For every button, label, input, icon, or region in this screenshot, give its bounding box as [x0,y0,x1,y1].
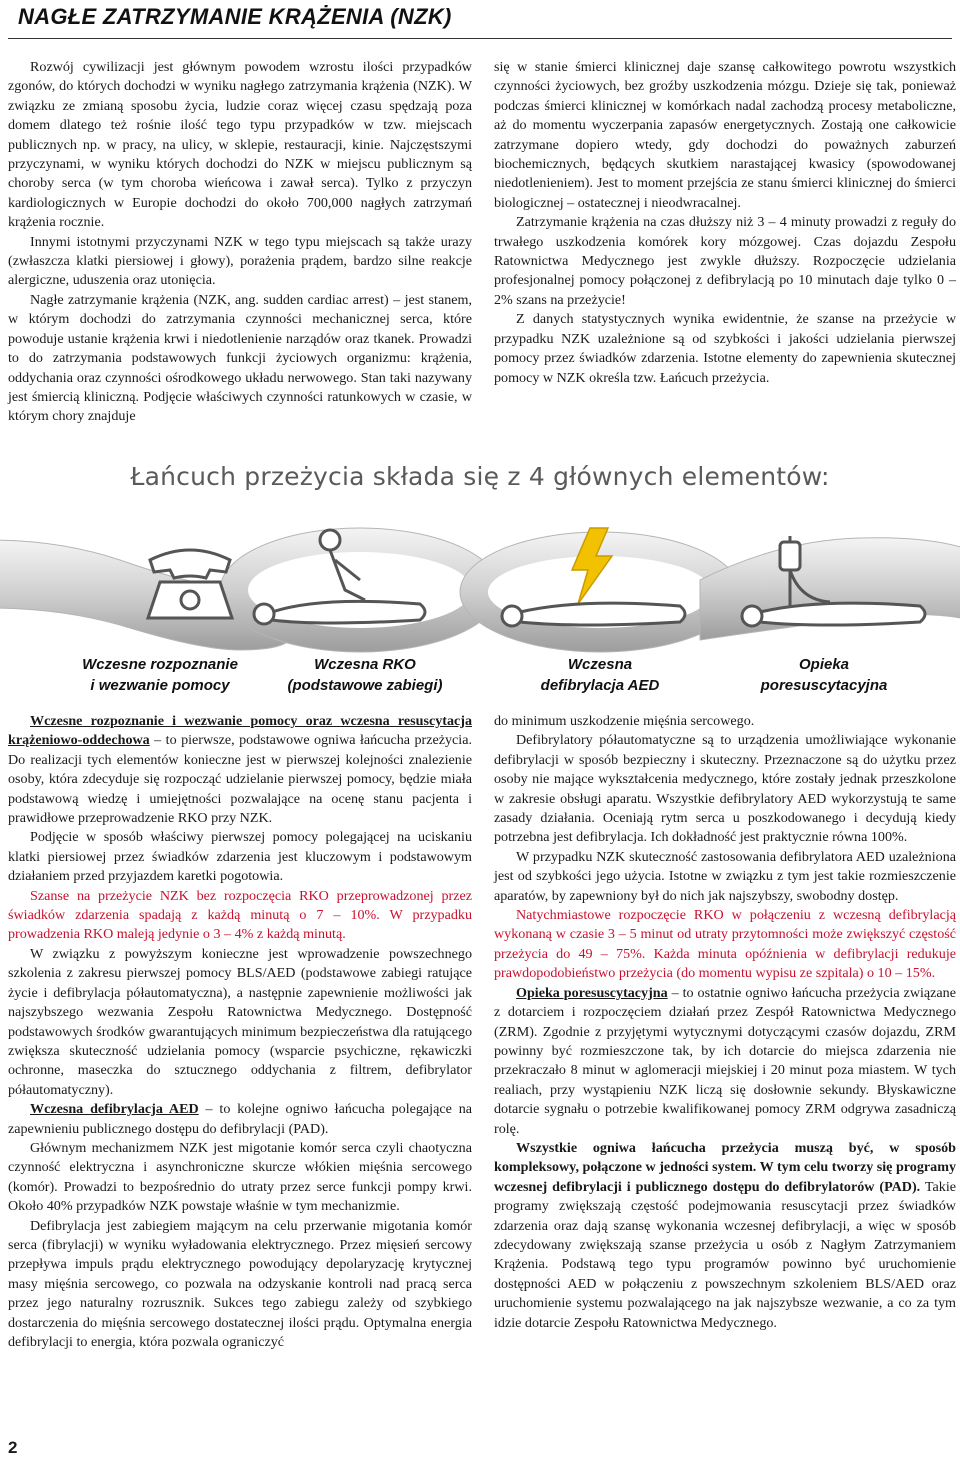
section-title: Wczesna defibrylacja AED [30,1101,199,1118]
paragraph: Defibrylacja jest zabiegiem mającym na celu przerwanie migotania komór serca (fibrylacji) w wyniku wyładowania elektrycznego. Przez mięsień sercowy przepływa impuls prądu elektrycznego powodujący depolaryzację krytycznej masy mięśnia sercowego, co pozwala na odzyskanie kontroli nad pracą serca przez jego naturalny rozrusznik. Sukces tego zabiegu zależy od szybkiego dostarczenia do mięśnia sercowego dostatecznej ilości prądu. Optymalna energia defibrylacji to energia, która pozwala ograniczyć [8,1217,472,1350]
caption-line: Wczesne rozpoznanie [82,656,238,673]
paragraph-text: Takie programy zwiększają częstość podejmowania resuscytacji przez świadków zdarzenia oraz dają szansę wykonania wczesnej defibrylacji, a więc w sposób zdecydowany zwiększają szanse przeżycia u osób z Nagłym Zatrzymaniem Krążenia. Podstawą tego typu programów powinno być uruchomienie dostępności AED w połączeniu z powszechnym szkoleniem BLS/AED oraz uruchomienie systemu pozwalającego na jak najszybsze wezwanie, a co za tym idzie dotarcie Zespołu Ratownictwa Medycznego. [494,1178,956,1331]
body-left-column [8,712,472,1352]
intro-left-column [8,58,472,427]
chain-caption-defibrillation [490,654,710,696]
paragraph: do minimum uszkodzenie mięśnia sercowego. [494,713,755,729]
chain-caption-cpr [255,654,475,696]
paragraph: Innymi istotnymi przyczynami NZK w tego typu miejscach są także urazy (zwłaszcza klatki piersiowej i głowy), porażenia prądem, bardzo silne reakcje alergiczne, uduszenia oraz utonięcia. [8,233,472,289]
caption-line: Wczesna [567,656,633,673]
paragraph: Z danych statystycznych wynika ewidentnie, że szanse na przeżycie w przypadku NZK uzależnione są od szybkości i jakości udzielania pierwszej pomocy przez świadków zdarzenia. Istotne elementy do zapewnienia skutecznej pomocy w NZK określa tzw. Łańcuch przeżycia. [494,311,956,386]
bold-statement: Wszystkie ogniwa łańcucha przeżycia muszą być, w sposób kompleksowy, połączone w jedności system. W tym celu tworzy się programy wczesnej defibrylacji i publicznego dostępu do defibrylatorów (PAD). [494,1139,956,1195]
page-title: NAGŁE ZATRZYMANIE KRĄŻENIA (NZK) [18,4,452,29]
caption-line: defibrylacja AED [540,677,660,694]
paragraph [8,1100,472,1139]
caption-line: i wezwanie pomocy [90,677,230,694]
paragraph [494,984,956,1139]
paragraph: W przypadku NZK skuteczność zastosowania defibrylatora AED uzależniona jest od szybkości jego użycia. Istotne w związku z tym jest takie rozmieszczenie aparatów, by zapewniony był do nich jak najszybszy, swobodny dostęp. [494,848,956,904]
paragraph: się w stanie śmierci klinicznej daje szansę całkowitego powrotu wszystkich czynności życiowych, bez groźby uszkodzenia mózgu. Dzieje się tak, ponieważ podczas śmierci klinicznej w komórkach nadal zachodzą procesy metaboliczne, aż do momentu wyczerpania zapasów energetycznych. Zostają one całkowicie zatrzymane dopiero wtedy, gdy dochodzi do poważnych zaburzeń biochemicznych, będących skutkiem narastającej kwasicy (spowodowanej niedotlenieniem). Jest to moment przejścia ze stanu śmierci klinicznej do śmierci biologicznej – ostatecznej i nieodwracalnej. [494,59,956,211]
intro-right-column [494,58,956,388]
chain-of-survival-graphic [0,500,960,660]
caption-line: poresuscytacyjna [760,677,888,694]
title-divider [8,38,952,39]
paragraph [494,1139,956,1333]
paragraph: Głównym mechanizmem NZK jest migotanie komór serca czyli chaotyczna czynność elektryczna i asynchroniczne skurcze włókien mięśnia sercowego (komór). Prowadzi to bezpośrednio do utraty przez serce funkcji pompy krwi. Około 40% przypadków NZK powstaje właśnie w tym mechanizmie. [8,1139,472,1215]
paragraph [8,712,472,828]
chain-heading: Łańcuch przeżycia składa się z 4 głównych elementów: [130,462,830,491]
paragraph: Nagłe zatrzymanie krążenia (NZK, ang. sudden cardiac arrest) – jest stanem, w którym dochodzi do zatrzymania czynności mechanicznej serca, które powoduje ustanie krążenia krwi i niedotlenienie narządów oraz tkanek. Prowadzi to do zatrzymania podstawowych funkcji życiowych organizmu: krążenia, oddychania oraz czynności ośrodkowego układu nerwowego. Stan taki nazywany jest śmiercią kliniczną. Podjęcie właściwych czynności ratunkowych w czasie, w którym chory znajduje [8,291,472,425]
section-title: Wczesne rozpoznanie i wezwanie pomocy oraz wczesna resuscytacja krążeniowo-oddechowa [8,713,472,749]
section-title: Opieka poresuscytacyjna [516,984,668,1001]
caption-line: Wczesna RKO [314,656,416,673]
caption-line: Opieka [798,656,850,673]
paragraph: Defibrylatory półautomatyczne są to urządzenia umożliwiające wykonanie defibrylacji w sposób bezpieczny i skuteczny. Przeznaczone są do użytku przez osoby nie mające wykształcenia medycznego, które zostały jednak przeszkolone w zakresie obsługi aparatu. Wszystkie defibrylatory AED wykorzystują te same zasady działania. Oceniają rytm serca u poszkodowanego i decydują kiedy potrzebna jest defibrylacja. Ich dokładność jest praktycznie równa 100%. [494,732,956,846]
paragraph-text: – to kolejne ogniwo łańcucha polegające na zapewnieniu publicznego dostępu do defibrylacji (PAD). [8,1101,472,1137]
chain-link [220,528,500,652]
paragraph-text: – to pierwsze, podstawowe ogniwa łańcucha przeżycia. Do realizacji tych elementów konieczne jest w pierwszej kolejności znalezienie osoby, która zdecyduje się rozpocząć udzielanie pierwszej pomocy, będzie miała podstawową wiedzę i umiejętności pozwalające na ocenę stanu pacjenta i prawidłowe przeprowadzenie RKO przy NZK. [8,732,472,827]
caption-line: (podstawowe zabiegi) [287,677,443,694]
page-number: 2 [8,1438,18,1457]
paragraph-text: – to ostatnie ogniwo łańcucha przeżycia związane z dotarciem i rozpoczęciem działań przez Zespół Ratownictwa Medycznego (ZRM). Zgodnie z przyjętymi wytycznymi dotyczącymi czasów dojazdu, ZRM powinny być rozmieszczone tak, by ich dotarcie do miejsca zdarzenia nie przekraczało 8 minut w aglomeracji miejskiej i 20 minut poza miastem. W tych realiach, przy wystąpieniu NZK liczą się dosłownie sekundy. Błyskawiczne dotarcie sygnału o potrzebie kwalifikowanej pomocy ZRM odgrywa zasadniczą rolę. [494,984,956,1137]
paragraph: Zatrzymanie krążenia na czas dłuższy niż 3 – 4 minuty prowadzi z reguły do trwałego uszkodzenia komórek kory mózgowej. Czas dojazdu Zespołu Ratownictwa Medycznego jest zwykle dłuższy. Rozpoczęcie udzielania profesjonalnej pomocy połączonej z defibrylacją po 10 minutach daje tylko 0 – 2% szans na przeżycie! [494,214,956,308]
chain-caption-post-care [714,654,934,696]
chain-link [460,532,740,652]
paragraph: Rozwój cywilizacji jest głównym powodem wzrostu ilości przypadków zgonów, do których dochodzi w wyniku nagłego zatrzymania krążenia (NZK). W związku ze zmianą sposobu życia, ludzie coraz więcej czasu spędzają poza domem dlatego też rośnie ilość tego typu przypadków w tzw. miejscach publicznych np. w pracy, na ulicy, w sklepie, restauracji, kinie. Najczęstszymi przyczynami, w wyniku których dochodzi do NZK w miejscu publicznym są choroby serca (w tym choroba wieńcowa i zawał serca). Tylko z przyczyn kardiologicznych w Europie dochodzi do około 700,000 nagłych zatrzymań krążenia rocznie. [8,59,472,231]
chain-caption-recognition [50,654,270,696]
highlight-paragraph: Natychmiastowe rozpoczęcie RKO w połączeniu z wczesną defibrylacją wykonaną w czasie 3 – 5 minut od utraty przytomności może zwiększyć częstość przeżycia do 49 – 75%. Każda minuta opóźnienia w defibrylacji redukuje prawdopodobieństwo przeżycia (do momentu wypisu ze szpitala) o 10 – 15%. [494,907,956,982]
telephone-icon [148,550,232,618]
body-right-column [494,712,956,1333]
paragraph: Podjęcie w sposób właściwy pierwszej pomocy polegającej na uciskaniu klatki piersiowej przez świadków zdarzenia jest kluczowym i podstawowym działaniem przed przyjazdem karetki pogotowia. [8,829,472,885]
highlight-paragraph: Szanse na przeżycie NZK bez rozpoczęcia RKO przeprowadzonej przez świadków zdarzenia spadają z każdą minutą o 7 – 10%. W przypadku prowadzenia RKO maleją jedynie o 3 – 4% z każdą minutą. [8,887,472,943]
paragraph: W związku z powyższym konieczne jest wprowadzenie powszechnego szkolenia z zakresu pierwszej pomocy BLS/AED (podstawowe zabiegi ratujące życie i defibrylacja półautomatyczna), a następnie zapewnienie możliwości jak najszybszego wezwania Zespołu Ratownictwa Medycznego. Dostępność podstawowych środków gwarantujących minimum bezpieczeństwa dla ratującego zwiększa skuteczność udzielania pomocy (wsparcie psychiczne, rękawiczki ochronne, maseczka do sztucznego oddychania z filtrem, defibrylator półautomatyczny). [8,945,472,1098]
